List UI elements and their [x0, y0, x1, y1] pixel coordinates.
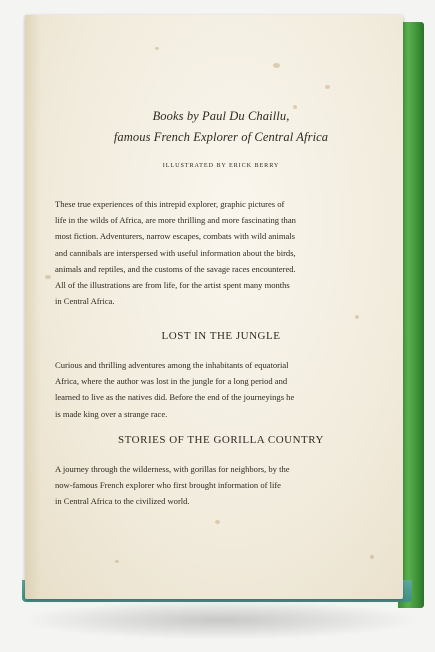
- foxing-spot: [325, 85, 330, 89]
- foxing-spot: [215, 520, 220, 524]
- foxing-spot: [155, 47, 159, 50]
- header-subtitle: famous French Explorer of Central Africa: [113, 130, 329, 144]
- book1-line: is made king over a strange race.: [55, 408, 168, 419]
- intro-paragraph: [55, 196, 387, 309]
- intro-line: in Central Africa.: [55, 296, 115, 307]
- intro-line: most fiction. Adventurers, narrow escapes, combats with wild animals: [55, 231, 295, 242]
- book1-description: [55, 357, 387, 422]
- book2-title: STORIES OF THE GORILLA COUNTRY: [118, 434, 324, 446]
- book1-line: learned to live as the natives did. Before the end of the journeyings he: [55, 392, 295, 403]
- intro-line: All of the illustrations are from life, for the artist spent many months: [55, 280, 290, 291]
- intro-line: and cannibals are interspersed with useful information about the birds,: [55, 247, 296, 258]
- book1-line: Curious and thrilling adventures among the inhabitants of equatorial: [55, 360, 289, 370]
- foxing-spot: [370, 555, 374, 559]
- book1-line: Africa, where the author was lost in the jungle for a long period and: [55, 376, 288, 387]
- book2-line: A journey through the wilderness, with gorillas for neighbors, by the: [55, 464, 290, 474]
- intro-line: animals and reptiles, and the customs of the savage races encountered.: [55, 263, 296, 274]
- book2-line: in Central Africa to the civilized world.: [55, 496, 190, 507]
- table-shadow: [20, 600, 420, 640]
- header-author: Books by Paul Du Chaillu,: [152, 109, 290, 123]
- intro-line: life in the wilds of Africa, are more thrilling and more fascinating than: [55, 215, 296, 226]
- book1-title: LOST IN THE JUNGLE: [161, 330, 281, 342]
- book2-description: [55, 461, 387, 510]
- jacket-worn-edge: [25, 15, 41, 599]
- illustrator-credit: ILLUSTRATED BY ERICK BERRY: [162, 162, 280, 169]
- book2-line: now-famous French explorer who first brought information of life: [55, 480, 281, 491]
- intro-line: These true experiences of this intrepid explorer, graphic pictures of: [55, 199, 285, 209]
- foxing-spot: [45, 275, 51, 279]
- foxing-spot: [273, 63, 280, 68]
- foxing-spot: [115, 560, 119, 563]
- foxing-spot: [355, 315, 359, 319]
